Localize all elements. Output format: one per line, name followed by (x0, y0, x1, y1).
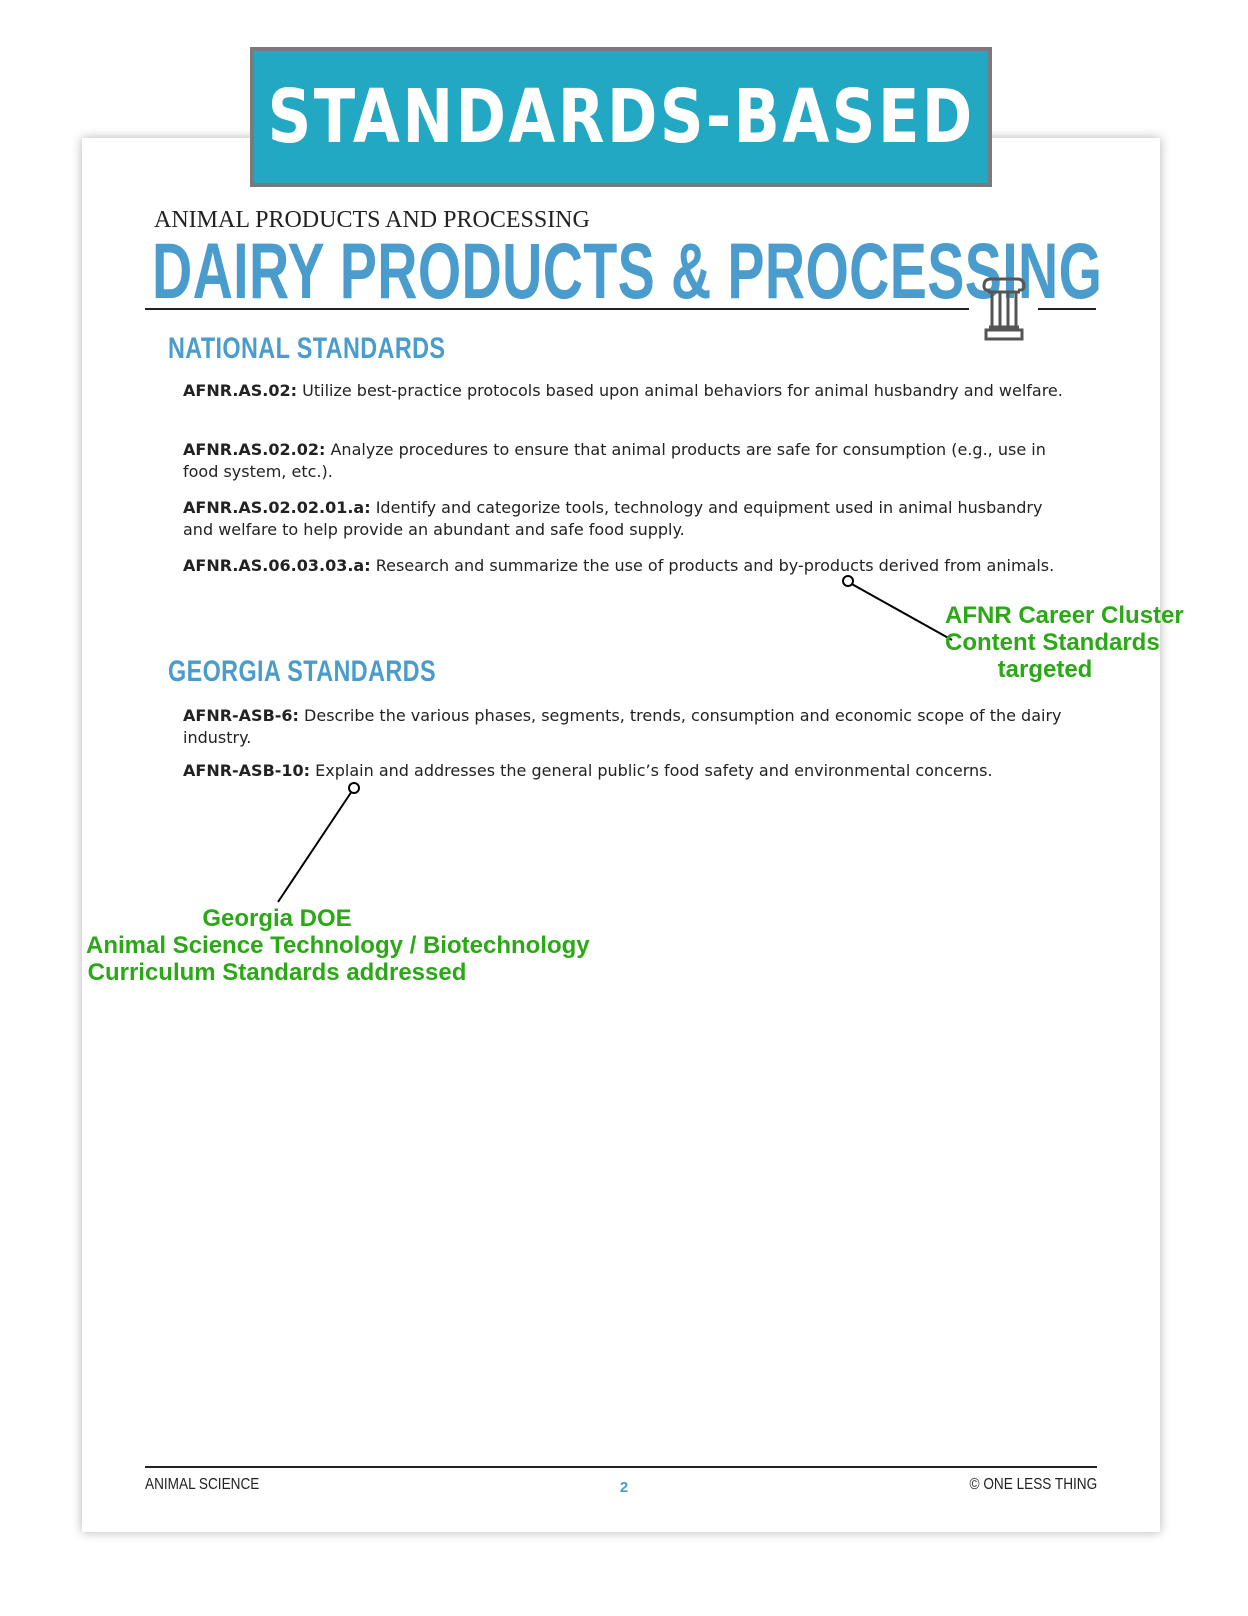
national-standard-item (183, 380, 1063, 402)
national-standard-item (183, 555, 1063, 577)
callout-line: Animal Science Technology / Biotechnology (86, 932, 590, 959)
standard-code: AFNR.AS.02.02: (183, 440, 326, 459)
callout-line: targeted (997, 656, 1093, 683)
page-number: 2 (619, 1479, 629, 1496)
footer-course: ANIMAL SCIENCE (145, 1476, 260, 1493)
standard-text: Explain and addresses the general public’s food safety and environmental concerns. (310, 761, 993, 780)
callout-line: Content Standards (945, 629, 1160, 656)
pillar-icon (980, 276, 1028, 342)
page-title: DAIRY PRODUCTS & PROCESSING (152, 226, 1103, 315)
standard-text: Analyze procedures to ensure that animal products are safe for consumption (e.g., use in food system, etc.). (183, 440, 1046, 481)
national-standard-item (183, 439, 1063, 483)
standard-text: Utilize best-practice protocols based upon animal behaviors for animal husbandry and welfare. (297, 381, 1063, 400)
standard-code: AFNR-ASB-6: (183, 706, 299, 725)
banner-text: STANDARDS-BASED (267, 74, 975, 160)
unit-subtitle: ANIMAL PRODUCTS AND PROCESSING (154, 207, 590, 233)
standard-code: AFNR.AS.02: (183, 381, 298, 400)
callout-line: Curriculum Standards addressed (87, 959, 467, 986)
footer-copyright: © ONE LESS THING (969, 1476, 1097, 1493)
footer-rule (145, 1466, 1097, 1468)
afnr-callout (945, 602, 1184, 683)
national-standards-heading: NATIONAL STANDARDS (168, 332, 446, 365)
standard-code: AFNR.AS.02.02.01.a: (183, 498, 371, 517)
georgia-standard-item (183, 705, 1063, 749)
title-rule (145, 308, 969, 310)
standard-code: AFNR-ASB-10: (183, 761, 311, 780)
standard-code: AFNR.AS.06.03.03.a: (183, 556, 371, 575)
standards-banner (250, 47, 992, 187)
callout-line: AFNR Career Cluster (945, 602, 1184, 629)
callout-line: Georgia DOE (202, 905, 352, 932)
national-standard-item (183, 497, 1063, 541)
title-rule-end (1038, 308, 1096, 310)
standard-text: Research and summarize the use of products and by-products derived from animals. (370, 556, 1055, 575)
georgia-standards-heading: GEORGIA STANDARDS (168, 655, 436, 688)
standard-text: Describe the various phases, segments, trends, consumption and economic scope of the dairy industry. (183, 706, 1062, 747)
georgia-doe-callout (86, 905, 590, 986)
georgia-standard-item (183, 760, 1063, 782)
standard-text: Identify and categorize tools, technology and equipment used in animal husbandry and welfare to help provide an abundant and safe food supply. (183, 498, 1043, 539)
